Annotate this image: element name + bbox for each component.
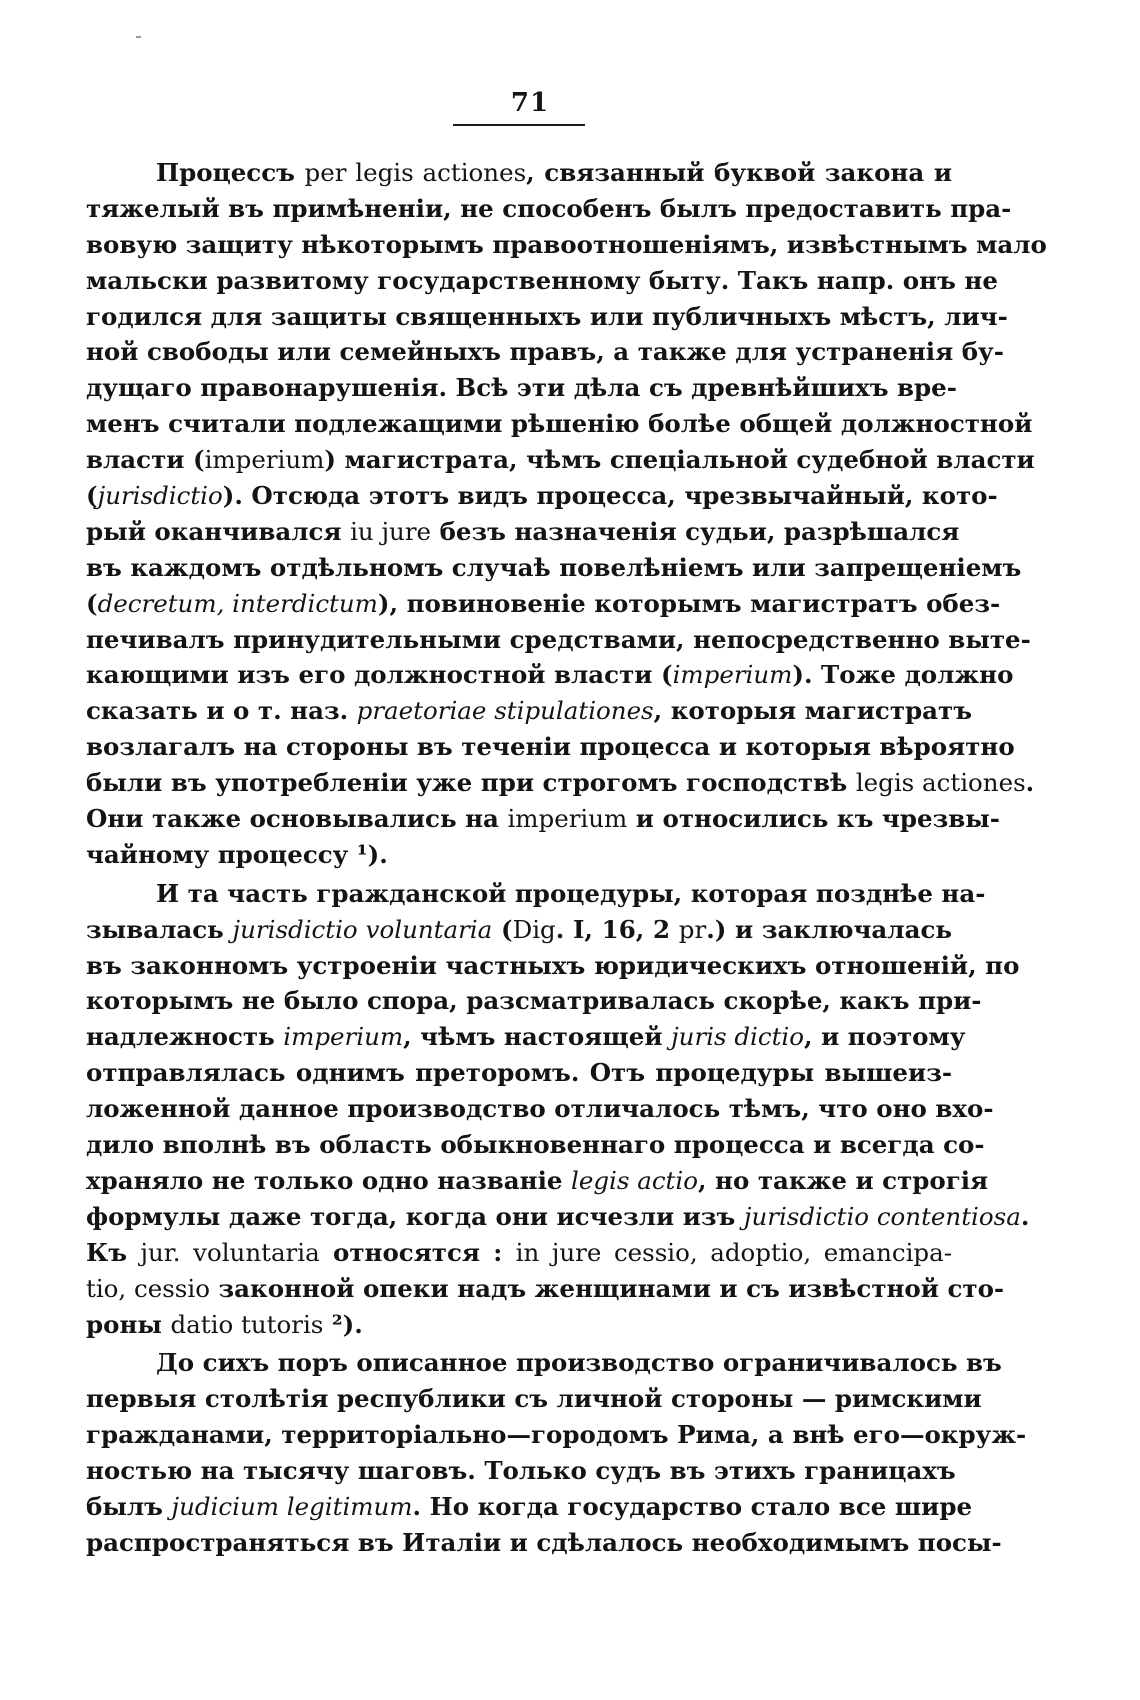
text-segment: возлагалъ на стороны въ теченіи процесса и которыя вѣроятно	[86, 732, 1015, 762]
latin-text: pr	[678, 914, 707, 944]
text-segment: ) магистрата, чѣмъ спеціальной судебной власти	[324, 445, 1035, 475]
italic-text: imperium	[672, 660, 793, 690]
page-number: 71	[510, 88, 550, 118]
text-segment: дило вполнѣ въ область обыкновеннаго процесса и всегда со-	[86, 1130, 985, 1160]
text-segment: Они также основывались на	[86, 804, 508, 834]
text-segment: ложенной данное производство отличалось тѣмъ, что оно вхо-	[86, 1094, 994, 1124]
text-line	[86, 155, 952, 191]
text-line	[86, 263, 998, 299]
italic-text: jurisdictio voluntaria	[232, 914, 493, 944]
latin-text: jur. voluntaria	[140, 1237, 320, 1267]
text-segment: (	[86, 481, 98, 511]
text-segment: чайному процессу ¹).	[86, 839, 388, 869]
text-line	[86, 1235, 952, 1271]
text-line	[86, 299, 1008, 335]
text-line	[86, 1453, 956, 1489]
text-segment: рый оканчивался	[86, 516, 351, 546]
text-line	[86, 1307, 952, 1343]
text-segment: ). Отсюда этотъ видъ процесса, чрезвычайный, кото-	[222, 481, 998, 511]
text-line	[86, 765, 1035, 801]
text-segment: И та часть гражданской процедуры, которая позднѣе на-	[156, 878, 986, 908]
text-line	[86, 912, 952, 948]
paragraph-p3	[86, 1345, 1027, 1560]
text-segment: .	[1020, 1201, 1030, 1231]
italic-text: judicium legitimum	[171, 1491, 413, 1521]
italic-text: praetoriae stipulationes	[356, 696, 654, 726]
text-segment: годился для защиты священныхъ или публичныхъ мѣстъ, лич-	[86, 301, 1008, 331]
text-segment: .	[1025, 768, 1035, 798]
text-segment: въ каждомъ отдѣльномъ случаѣ повелѣніемъ или запрещеніемъ	[86, 552, 1022, 582]
text-line	[86, 334, 1004, 370]
text-segment: , связанный буквой закона и	[526, 158, 952, 187]
text-segment: , которыя магистратъ	[653, 696, 972, 726]
text-line	[86, 1489, 973, 1525]
italic-text: jurisdictio	[97, 481, 223, 511]
text-segment: зывалась	[86, 914, 233, 944]
text-segment: До сихъ поръ описанное производство ограничивалось въ	[156, 1348, 1002, 1378]
text-segment: отправлялась однимъ преторомъ. Отъ процедуры вышеиз-	[86, 1058, 952, 1088]
text-segment: былъ	[86, 1491, 172, 1521]
text-line	[86, 657, 1014, 693]
text-segment: гражданами, территоріально—городомъ Рима, а внѣ его—окруж-	[86, 1420, 1027, 1450]
text-line	[86, 1271, 1005, 1307]
text-segment: вовую защиту нѣкоторымъ правоотношеніямъ, извѣстнымъ мало	[86, 229, 1047, 259]
text-segment: формулы даже тогда, когда они исчезли изъ	[86, 1201, 744, 1231]
text-segment: печивалъ принудительными средствами, непосредственно выте-	[86, 624, 1031, 654]
text-line	[86, 1055, 952, 1091]
latin-text: imperium	[507, 804, 628, 834]
text-line	[86, 876, 986, 912]
text-segment: мальски развитому государственному быту. Такъ напр. онъ не	[86, 265, 998, 295]
page-number-rule	[453, 124, 585, 126]
text-line	[86, 191, 1012, 227]
text-segment: первыя столѣтія республики съ личной стороны — римскими	[86, 1384, 982, 1414]
italic-text: decretum, interdictum	[97, 588, 378, 618]
text-segment: (	[86, 588, 98, 618]
text-line	[86, 948, 1020, 984]
text-segment: и относились къ чрезвы-	[627, 804, 1000, 834]
text-line	[86, 514, 960, 550]
text-segment: были въ употребленіи уже при строгомъ господствѣ	[86, 768, 856, 798]
text-segment: власти (	[86, 445, 205, 475]
text-line	[86, 1019, 966, 1055]
text-line	[86, 622, 1031, 658]
text-segment: . I, 16, 2	[555, 914, 679, 944]
text-segment: менъ считали подлежащими рѣшенію болѣе общей должностной	[86, 409, 1033, 439]
text-segment: (	[492, 914, 513, 944]
latin-text: per legis actiones	[304, 158, 527, 187]
text-segment: сказать и о т. наз.	[86, 696, 357, 726]
text-segment: . Но когда государство стало все шире	[412, 1491, 973, 1521]
text-line	[86, 227, 1047, 263]
text-segment: въ законномъ устроеніи частныхъ юридическихъ отношеній, по	[86, 950, 1020, 980]
text-line	[86, 478, 998, 514]
italic-text: imperium	[283, 1022, 404, 1052]
latin-text: tio, cessio	[86, 1273, 210, 1303]
text-segment: .) и заключалась	[706, 914, 953, 944]
italic-text: juris dictio	[671, 1022, 805, 1052]
paragraph-p1	[86, 155, 1047, 873]
text-line	[86, 406, 1033, 442]
text-segment: ²).	[323, 1309, 363, 1339]
text-line	[86, 586, 1001, 622]
text-line	[86, 1345, 1002, 1381]
text-segment: храняло не только одно названіе	[86, 1165, 571, 1195]
text-line	[86, 1127, 985, 1163]
latin-text: iu jure	[350, 516, 432, 546]
italic-text: jurisdictio contentiosa	[743, 1201, 1021, 1231]
text-line	[86, 1199, 1030, 1235]
latin-text: imperium	[204, 445, 325, 475]
text-line	[86, 1525, 1002, 1561]
text-segment: Процессъ	[156, 158, 305, 187]
text-line	[86, 801, 1000, 837]
text-line	[86, 370, 957, 406]
body-text	[86, 155, 1047, 1561]
latin-text: legis actiones	[855, 768, 1026, 798]
text-segment: ). Тоже должно	[792, 660, 1014, 690]
text-segment: тяжелый въ примѣненіи, не способенъ былъ предоставить пра-	[86, 193, 1012, 223]
text-line	[86, 1163, 989, 1199]
text-segment: , чѣмъ настоящей	[403, 1022, 672, 1052]
text-line	[86, 1091, 994, 1127]
scan-speck	[136, 36, 141, 38]
latin-text: in jure cessio, adoptio, emancipa-	[515, 1237, 952, 1267]
text-segment: ной свободы или семейныхъ правъ, а также для устраненія бу-	[86, 337, 1004, 367]
text-segment: роны	[86, 1309, 171, 1339]
text-segment: , но также и строгія	[697, 1165, 989, 1195]
text-segment: ), повиновеніе которымъ магистратъ обез-	[377, 588, 1001, 618]
text-line	[86, 693, 972, 729]
text-segment: надлежность	[86, 1022, 284, 1052]
text-line	[86, 729, 1015, 765]
text-line	[86, 550, 1022, 586]
text-segment: законной опеки надъ женщинами и съ извѣстной сто-	[209, 1273, 1005, 1303]
text-segment: относятся :	[319, 1237, 516, 1267]
text-line	[86, 442, 1035, 478]
text-segment: дущаго правонарушенія. Всѣ эти дѣла съ древнѣйшихъ вре-	[86, 373, 957, 403]
text-segment: безъ назначенія судьи, разрѣшался	[431, 516, 960, 546]
text-segment: ностью на тысячу шаговъ. Только судъ въ этихъ границахъ	[86, 1456, 956, 1486]
text-line	[86, 983, 982, 1019]
italic-text: legis actio	[571, 1165, 698, 1195]
text-segment: , и поэтому	[804, 1022, 966, 1052]
text-segment: распространяться въ Италіи и сдѣлалось необходимымъ посы-	[86, 1527, 1002, 1557]
text-line	[86, 1417, 1027, 1453]
latin-text: datio tutoris	[170, 1309, 324, 1339]
text-line	[86, 837, 952, 873]
paragraph-p2	[86, 876, 1030, 1343]
text-segment: Къ	[86, 1237, 141, 1267]
text-segment: кающими изъ его должностной власти (	[86, 660, 673, 690]
text-segment: которымъ не было спора, разсматривалась скорѣе, какъ при-	[86, 986, 982, 1016]
latin-text: Dig	[512, 914, 556, 944]
text-line	[86, 1381, 982, 1417]
